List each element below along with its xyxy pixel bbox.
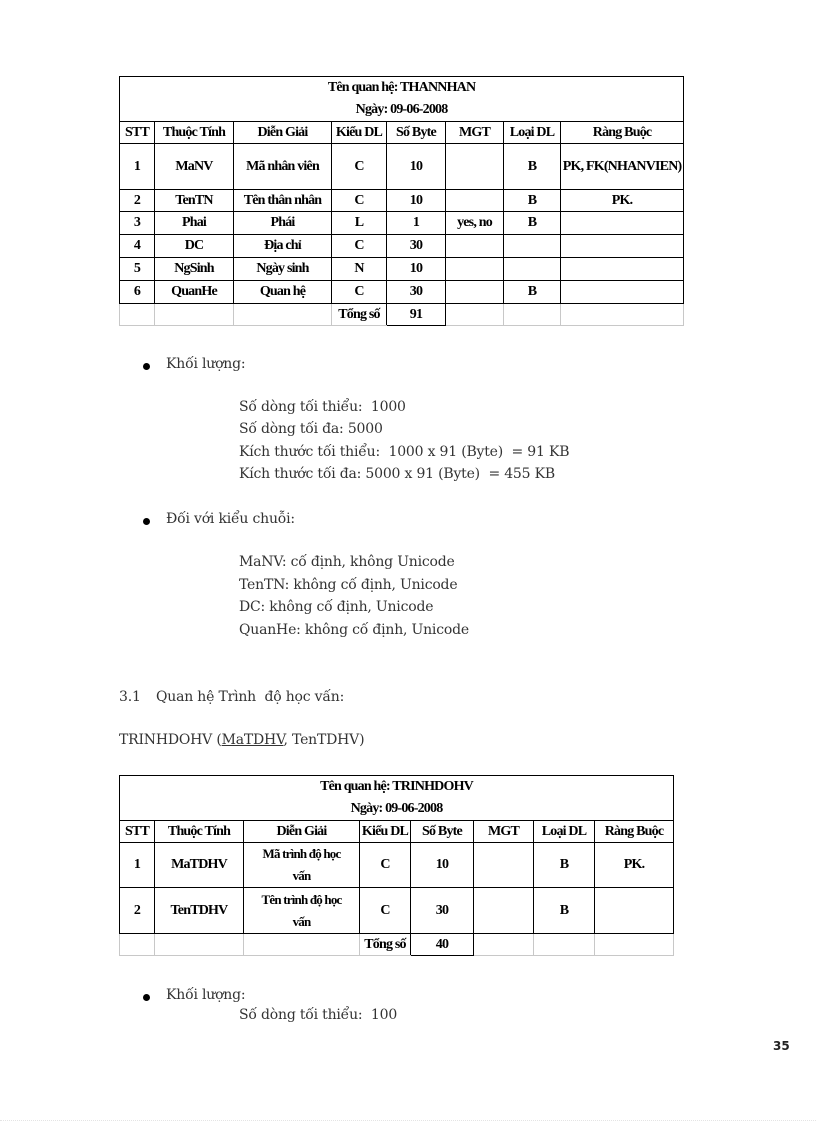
table-row [120,258,684,281]
col-header-domain: MGT [446,122,504,144]
table-total-row [120,304,684,326]
empty-cell [561,304,684,326]
empty-cell [155,304,234,326]
col-header-stt: STT [120,821,155,843]
empty-cell [446,304,504,326]
cell-domain [446,281,504,304]
relation-open: ( [212,732,222,748]
cell-kind: B [504,281,561,304]
cell-description: Ngày sinh [234,258,332,281]
bullet-volume-2: Khối lượng: [166,987,246,1003]
text-min-rows-2: Số dòng tối thiểu: 100 [239,1007,398,1023]
cell-kind: B [534,843,595,888]
text-dc: DC: không cố định, Unicode [239,599,434,615]
empty-cell [155,934,244,956]
bullet-marker [143,363,150,370]
bullet-string-types: Đối với kiểu chuỗi: [166,511,295,527]
cell-domain [446,235,504,258]
cell-datatype: N [332,258,387,281]
cell-constraint [595,888,674,934]
table-trinhdohv [119,775,674,956]
table-header-row [120,821,674,843]
cell-attribute: MaNV [155,144,234,190]
table-row [120,235,684,258]
col-header-kind: Loại DL [534,821,595,843]
cell-stt: 3 [120,212,155,235]
cell-datatype: C [332,281,387,304]
relation-schema [119,732,364,748]
col-header-bytes: Số Byte [411,821,474,843]
relation-key: MaTDHV [221,732,284,748]
col-header-description: Diễn Giải [244,821,360,843]
table-total-row [120,934,674,956]
empty-cell [474,934,534,956]
col-header-constraint: Ràng Buộc [595,821,674,843]
table-row [120,212,684,235]
table-row [120,281,684,304]
cell-stt: 4 [120,235,155,258]
page-bottom-divider [0,1120,816,1121]
cell-kind [504,258,561,281]
cell-domain [446,144,504,190]
cell-bytes: 30 [387,281,446,304]
cell-bytes: 10 [387,258,446,281]
table-row [120,190,684,212]
cell-domain [474,888,534,934]
table-thannhan [119,76,684,326]
cell-attribute: TenTDHV [155,888,244,934]
cell-bytes: 10 [387,190,446,212]
cell-datatype: C [332,235,387,258]
page-number: 35 [773,1039,790,1053]
table-row [120,843,674,888]
text-tentn: TenTN: không cố định, Unicode [239,577,458,593]
cell-constraint: PK, FK(NHANVIEN) [561,144,684,190]
cell-description: Mã nhân viên [234,144,332,190]
cell-bytes: 30 [411,888,474,934]
text-max-size: Kích thước tối đa: 5000 x 91 (Byte) = 455 KB [239,466,555,482]
cell-description: Quan hệ [234,281,332,304]
cell-stt: 5 [120,258,155,281]
cell-constraint [561,235,684,258]
col-header-stt: STT [120,122,155,144]
cell-bytes: 30 [387,235,446,258]
table-title-cell [120,776,674,821]
cell-stt: 1 [120,843,155,888]
col-header-kind: Loại DL [504,122,561,144]
cell-attribute: Phai [155,212,234,235]
cell-datatype: C [360,888,411,934]
cell-kind [504,235,561,258]
bullet-marker [143,994,150,1001]
text-min-rows: Số dòng tối thiểu: 1000 [239,399,406,415]
cell-kind: B [504,144,561,190]
col-header-attribute: Thuộc Tính [155,821,244,843]
col-header-domain: MGT [474,821,534,843]
cell-attribute: DC [155,235,234,258]
col-header-bytes: Số Byte [387,122,446,144]
cell-attribute: TenTN [155,190,234,212]
relation-rest: , TenTDHV) [283,732,365,748]
total-label: Tổng số [360,934,411,956]
cell-datatype: C [332,190,387,212]
empty-cell [534,934,595,956]
table-title: Tên quan hệ: TRINHDOHV [320,779,473,794]
cell-domain [474,843,534,888]
cell-constraint: PK. [595,843,674,888]
total-label: Tổng số [332,304,387,326]
cell-domain: yes, no [446,212,504,235]
total-value: 40 [411,934,474,956]
cell-description: Tên thân nhân [234,190,332,212]
empty-cell [120,934,155,956]
cell-description: Mã trình độ học vấn [244,843,360,888]
col-header-datatype: Kiểu DL [332,122,387,144]
text-quanhe: QuanHe: không cố định, Unicode [239,622,469,638]
cell-description: Địa chỉ [234,235,332,258]
cell-domain [446,190,504,212]
text-min-size: Kích thước tối thiểu: 1000 x 91 (Byte) = 91 KB [239,444,570,460]
cell-kind: B [534,888,595,934]
cell-constraint [561,258,684,281]
cell-description: Tên trình độ học vấn [244,888,360,934]
cell-stt: 2 [120,190,155,212]
cell-datatype: L [332,212,387,235]
empty-cell [244,934,360,956]
col-header-constraint: Ràng Buộc [561,122,684,144]
text-max-rows: Số dòng tối đa: 5000 [239,421,383,437]
empty-cell [234,304,332,326]
table-date: Ngày: 09-06-2008 [355,102,448,117]
bullet-marker [143,518,150,525]
section-heading: Quan hệ Trình độ học vấn: [156,689,345,705]
empty-cell [595,934,674,956]
table-row [120,144,684,190]
cell-stt: 2 [120,888,155,934]
cell-description: Phái [234,212,332,235]
cell-domain [446,258,504,281]
cell-bytes: 10 [387,144,446,190]
table-header-row [120,122,684,144]
section-number: 3.1 [119,689,141,705]
cell-constraint [561,212,684,235]
cell-constraint [561,281,684,304]
cell-attribute: NgSinh [155,258,234,281]
cell-bytes: 1 [387,212,446,235]
table-title-cell [120,77,684,122]
empty-cell [504,304,561,326]
table-date: Ngày: 09-06-2008 [350,801,443,816]
cell-datatype: C [360,843,411,888]
table-title: Tên quan hệ: THANNHAN [327,80,476,95]
cell-bytes: 10 [411,843,474,888]
col-header-attribute: Thuộc Tính [155,122,234,144]
cell-constraint: PK. [561,190,684,212]
cell-attribute: QuanHe [155,281,234,304]
cell-attribute: MaTDHV [155,843,244,888]
cell-stt: 6 [120,281,155,304]
col-header-description: Diễn Giải [234,122,332,144]
col-header-datatype: Kiểu DL [360,821,411,843]
text-manv: MaNV: cố định, không Unicode [239,554,455,570]
table-row [120,888,674,934]
cell-kind: B [504,212,561,235]
bullet-volume: Khối lượng: [166,356,246,372]
empty-cell [120,304,155,326]
cell-datatype: C [332,144,387,190]
total-value: 91 [387,304,446,326]
cell-kind: B [504,190,561,212]
cell-stt: 1 [120,144,155,190]
relation-name: TRINHDOHV [119,732,213,748]
